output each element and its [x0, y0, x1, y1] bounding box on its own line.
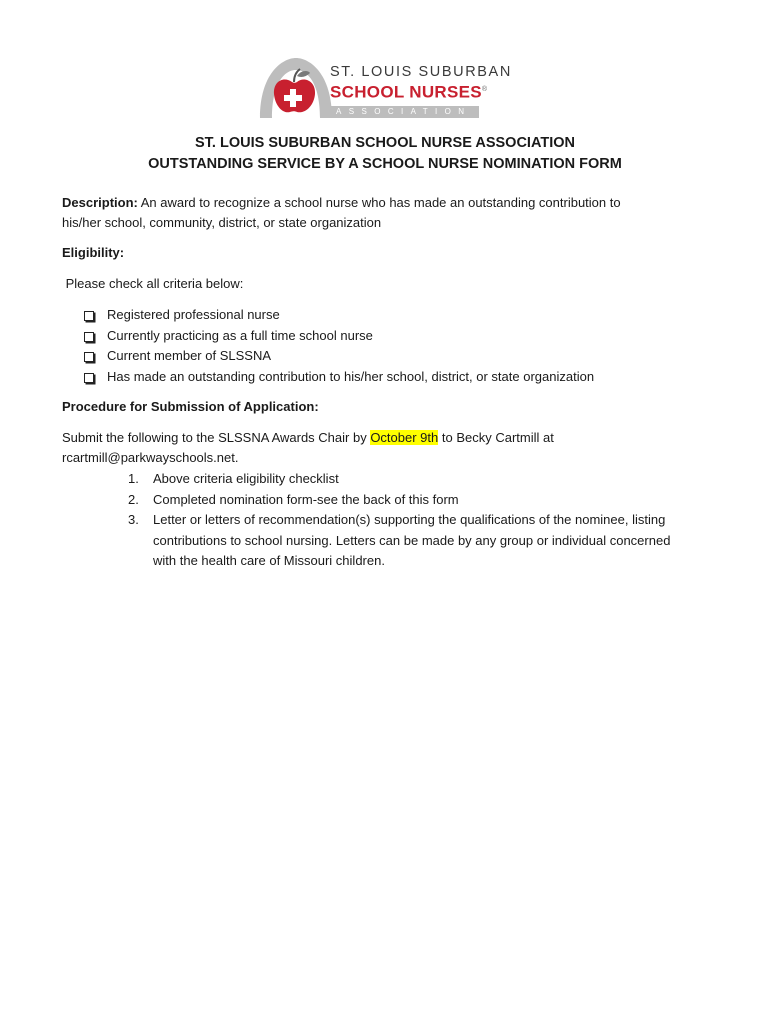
form-subtitle: OUTSTANDING SERVICE BY A SCHOOL NURSE NOMINATION FORM — [148, 156, 622, 172]
eligibility-checklist — [84, 305, 594, 387]
deadline-highlight: October 9th — [370, 430, 439, 445]
submission-steps — [128, 469, 683, 572]
eligibility-instruction: Please check all criteria below: — [62, 276, 244, 291]
procedure-heading: Procedure for Submission of Application: — [62, 399, 319, 414]
checklist-item[interactable]: Has made an outstanding contribution to his/her school, district, or state organization — [84, 367, 594, 388]
checklist-item[interactable]: Registered professional nurse — [84, 305, 594, 326]
list-item: 1. Above criteria eligibility checklist — [128, 471, 339, 486]
checklist-item[interactable]: Currently practicing as a full time school nurse — [84, 326, 594, 347]
checkbox-icon[interactable] — [84, 373, 94, 383]
logo-title-line: ST. LOUIS SUBURBAN — [330, 64, 512, 80]
checkbox-icon[interactable] — [84, 311, 94, 321]
eligibility-heading: Eligibility: — [62, 245, 125, 260]
contact-email: rcartmill@parkwayschools.net. — [62, 450, 239, 465]
list-item: 3. Letter or letters of recommendation(s) supporting the qualifications of the nominee, listing contributions to school nursing. Letters can be made by any group or individual concerned with the health care of Missouri children. — [128, 512, 671, 568]
checklist-item[interactable]: Current member of SLSSNA — [84, 346, 594, 367]
description-line-2: his/her school, community, district, or state organization — [62, 215, 382, 230]
description-label: Description: — [62, 195, 138, 210]
description-line-1: Description: An award to recognize a school nurse who has made an outstanding contribution to — [62, 195, 621, 210]
page-title: ST. LOUIS SUBURBAN SCHOOL NURSE ASSOCIATION — [195, 135, 575, 151]
checkbox-icon[interactable] — [84, 332, 94, 342]
logo-association-bar: ASSOCIATION — [330, 106, 479, 118]
checkbox-icon[interactable] — [84, 352, 94, 362]
logo-brand-line: SCHOOL NURSES® — [330, 82, 488, 102]
list-item: 2. Completed nomination form-see the back of this form — [128, 491, 459, 507]
procedure-intro: Submit the following to the SLSSNA Awards Chair by October 9th to Becky Cartmill at — [62, 430, 554, 445]
